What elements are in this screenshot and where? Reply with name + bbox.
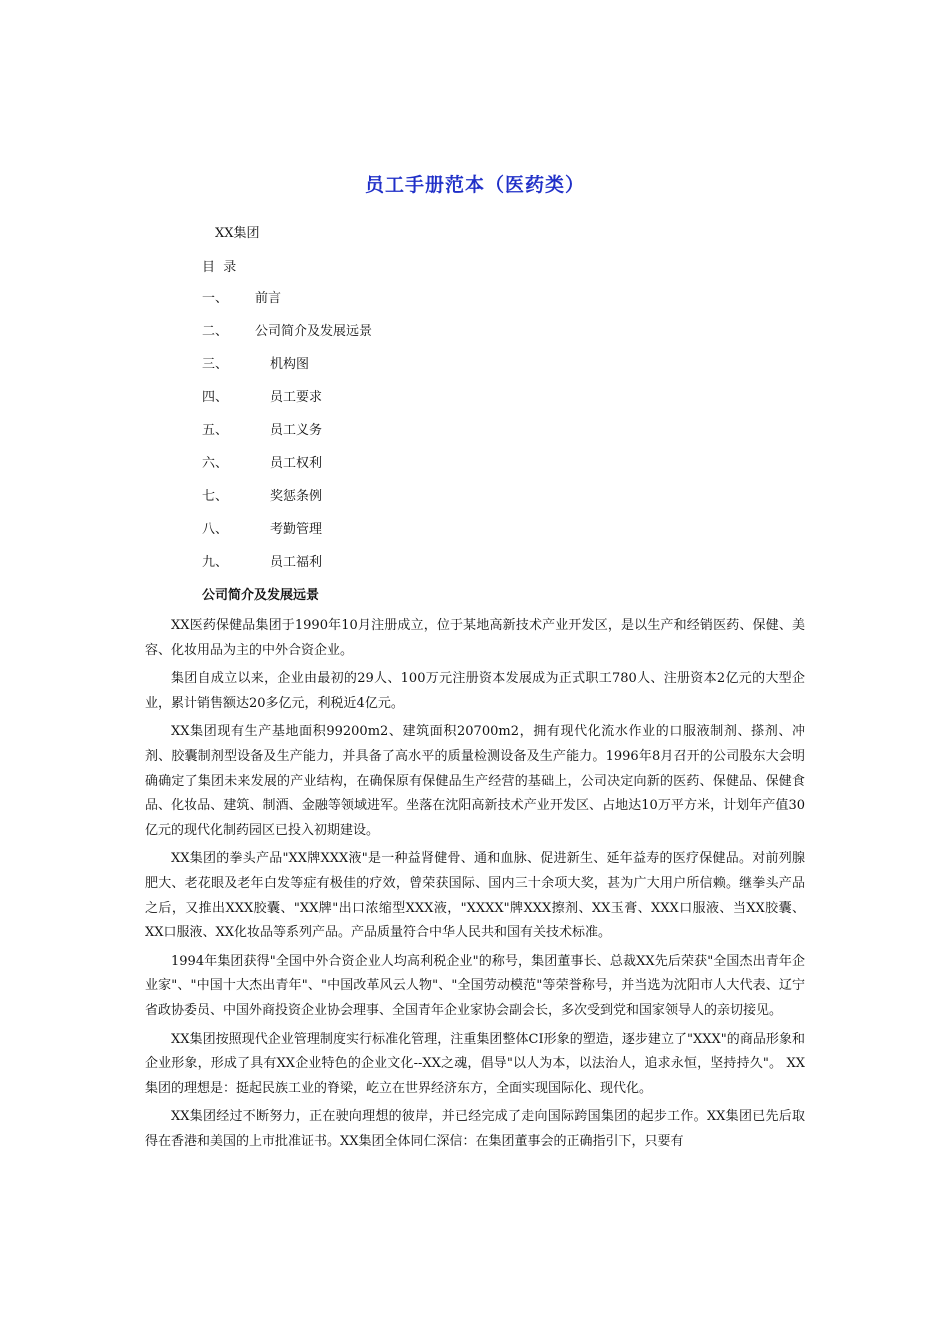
toc-item-label: 员工福利 [270,555,323,570]
toc-item-number: 一、 [202,291,229,306]
toc-item-label: 员工要求 [270,390,323,405]
toc-item-label: 员工权利 [270,456,323,471]
toc-item [202,485,602,518]
paragraph: XX医药保健品集团于1990年10月注册成立，位于某地高新技术产业开发区，是以生产和经销医药、保健、美容、化妆用品为主的中外合资企业。 [145,618,805,658]
table-of-contents [202,287,602,584]
toc-item [202,551,602,584]
paragraph: XX集团经过不断努力，正在驶向理想的彼岸，并已经完成了走向国际跨国集团的起步工作。XX集团已先后取得在香港和美国的上市批准证书。XX集团全体同仁深信：在集团董事会的正确指引下，只要有 [145,1109,805,1149]
toc-item-number: 六、 [202,456,229,471]
toc-item-number: 四、 [202,390,229,405]
toc-item [202,353,602,386]
toc-item [202,386,602,419]
toc-item-number: 七、 [202,489,229,504]
toc-item-number: 八、 [202,522,229,537]
toc-item [202,452,602,485]
toc-item-number: 三、 [202,357,229,372]
toc-item-label: 机构图 [270,357,310,372]
toc-item [202,419,602,452]
toc-item [202,287,602,320]
toc-item-number: 九、 [202,555,229,570]
toc-item-label: 考勤管理 [270,522,323,537]
toc-item-number: 二、 [202,324,229,339]
paragraph: 集团自成立以来，企业由最初的29人、100万元注册资本发展成为正式职工780人、注册资本2亿元的大型企业，累计销售额达20多亿元，利税近4亿元。 [145,671,805,711]
paragraph: XX集团现有生产基地面积99200m2、建筑面积20700m2，拥有现代化流水作业的口服液制剂、搽剂、冲剂、胶囊制剂型设备及生产能力，并具备了高水平的质量检测设备及生产能力。1996年8月召开的公司股东大会明确确定了集团未来发展的产业结构，在确保原有保健品生产经营的基础上，公司决定向新的医药、保健品、保健食品、化妆品、建筑、制酒、金融等领域进军。坐落在沈阳高新技术产业开发区、占地达10万平方米，计划年产值30亿元的现代化制药园区已投入初期建设。 [145,724,805,838]
section-body [145,614,805,1158]
company-name: XX集团 [215,226,260,241]
paragraph: 1994年集团获得"全国中外合资企业人均高利税企业"的称号，集团董事长、总裁XX先后荣获"全国杰出青年企业家"、"中国十大杰出青年"、"中国改革风云人物"、"全国劳动模范"等荣誉称号，并当选为沈阳市人大代表、辽宁省政协委员、中国外商投资企业协会理事、全国青年企业家协会副会长，多次受到党和国家领导人的亲切接见。 [145,953,805,1018]
toc-item [202,518,602,551]
toc-item-label: 前言 [255,291,282,306]
paragraph: XX集团的拳头产品"XX牌XXX液"是一种益肾健骨、通和血脉、促进新生、延年益寿的医疗保健品。对前列腺肥大、老花眼及老年白发等症有极佳的疗效，曾荣获国际、国内三十余项大奖，甚为广大用户所信赖。继拳头产品之后，又推出XXX胶囊、"XX牌"出口浓缩型XXX液，"XXXX"牌XXX擦剂、XX玉膏、XXX口服液、当XX胶囊、XX口服液、XX化妆品等系列产品。产品质量符合中华人民共和国有关技术标准。 [145,851,805,941]
toc-item-number: 五、 [202,423,229,438]
paragraph: XX集团按照现代企业管理制度实行标准化管理，注重集团整体CI形象的塑造，逐步建立了"XXX"的商品形象和企业形象，形成了具有XX企业特色的企业文化--XX之魂，倡导"以人为本，以法治人，追求永恒，坚持持久"。 XX集团的理想是：挺起民族工业的脊梁，屹立在世界经济东方，全面实现国际化、现代化。 [145,1031,805,1096]
document-title: 员工手册范本（医药类） [364,174,585,196]
toc-item [202,320,602,353]
toc-item-label: 公司简介及发展远景 [255,324,373,339]
toc-heading: 目 录 [202,260,237,275]
section-heading: 公司简介及发展远景 [202,588,320,603]
toc-item-label: 奖惩条例 [270,489,323,504]
toc-item-label: 员工义务 [270,423,323,438]
